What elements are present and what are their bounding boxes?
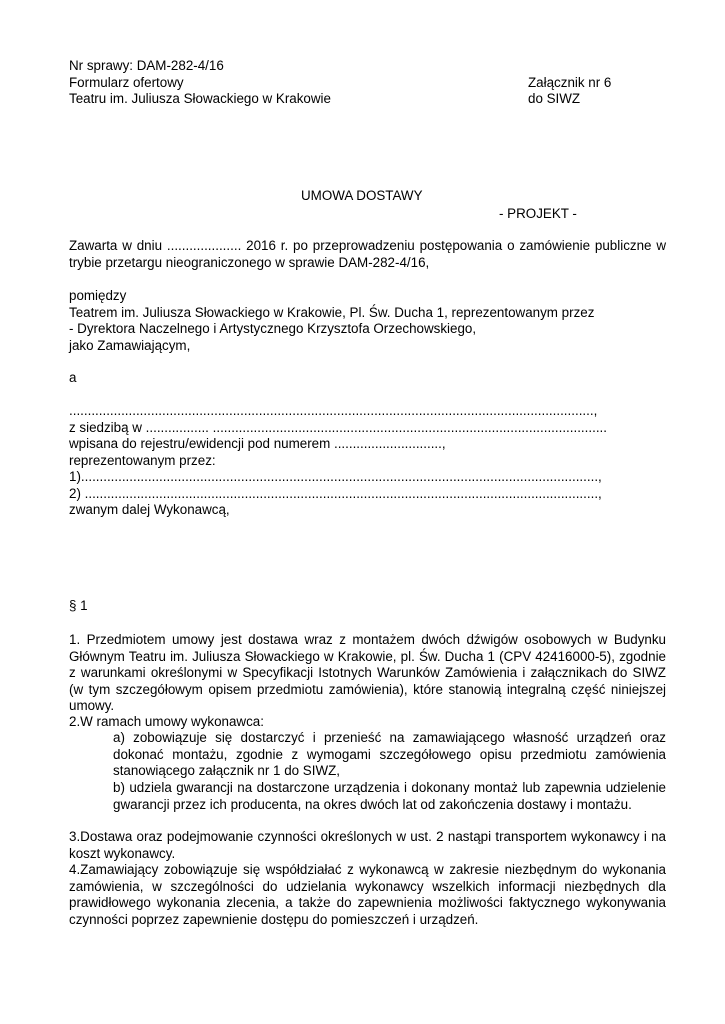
clause-2a: a) zobowiązuje się dostarczyć i przenieść na zamawiającego własność urządzeń oraz dokonać montażu, zgodnie z wymogami szczegółowego opisu przedmiotu zamówienia stanowiącego załącznik nr 1 do SIWZ, (113, 730, 666, 778)
and-label: a (69, 370, 77, 385)
form-title: Formularz ofertowy (69, 75, 184, 90)
buyer-line: Teatrem im. Juliusza Słowackiego w Krakowie, Pl. Św. Ducha 1, reprezentowanym przez (69, 304, 595, 320)
clause-3: 3.Dostawa oraz podejmowanie czynności określonych w ust. 2 nastąpi transportem wykonawcy i na koszt wykonawcy. (69, 829, 666, 861)
clause-1: 1. Przedmiotem umowy jest dostawa wraz z montażem dwóch dźwigów osobowych w Budynku Głównym Teatru im. Juliusza Słowackiego w Krakowie, pl. Św. Ducha 1 (CPV 42416000-5), zgodnie z warunkami określonymi w Specyfikacji Istotnych Warunków Zamówienia i załącznikach do SIWZ (w tym szczegółowym opisem przedmiotu zamówienia), które stanowią integralną część niniejszej umowy. (69, 632, 666, 713)
clause-2b: b) udziela gwarancji na dostarczone urządzenia i dokonany montaż lub zapewnia udzielenie gwarancji przez ich producenta, na okres dwóch lat od zakończenia dostawy i montażu. (113, 780, 666, 812)
case-number: Nr sprawy: DAM-282-4/16 (69, 58, 224, 73)
intro-paragraph: Zawarta w dniu .................... 2016 r. po przeprowadzeniu postępowania o zamówienie publiczne w trybie przetargu nieograniczonego w sprawie DAM-282-4/16, (69, 238, 666, 270)
contractor-represented-label: reprezentowanym przez: (69, 452, 216, 468)
siwz-label: do SIWZ (528, 91, 581, 106)
project-label: - PROJEKT - (499, 206, 577, 221)
contractor-fill-block (69, 403, 666, 519)
buyer-role: jako Zamawiającym, (69, 337, 191, 353)
clause-4: 4.Zamawiający zobowiązuje się współdziałać z wykonawcą w zakresie niezbędnym do wykonania zamówienia, w szczególności do udzielania wykonawcy wszelkich informacji niezbędnych dla prawidłowego wykonania zlecenia, a także do zapewnienia możliwości faktycznego wykonywania czynności poprzez zapewnienie dostępu do pomieszczeń i urządzeń. (69, 862, 666, 927)
director-line: - Dyrektora Naczelnego i Artystycznego Krzysztofa Orzechowskiego, (69, 321, 477, 336)
clause-2-intro: 2.W ramach umowy wykonawca: (69, 714, 264, 729)
contractor-name-blank: ............................................................................................................................................., (69, 403, 598, 418)
contractor-seat-blank: z siedzibą w ................. .......................................................................................................... (69, 419, 607, 435)
section-heading: § 1 (69, 598, 88, 613)
attachment-label: Załącznik nr 6 (528, 75, 612, 90)
contractor-role: zwanym dalej Wykonawcą, (69, 502, 230, 517)
parties-block (69, 288, 666, 354)
between-label: pomiędzy (69, 288, 127, 303)
contractor-rep2-blank: 2) .........................................................................................................................................., (69, 485, 602, 501)
contractor-rep1-blank: 1)..........................................................................................................................................., (69, 469, 602, 484)
contractor-register-blank: wpisana do rejestru/ewidencji pod numerem ............................., (69, 436, 446, 451)
theatre-name: Teatru im. Juliusza Słowackiego w Krakowie (69, 91, 331, 106)
contract-title: UMOWA DOSTAWY (301, 188, 423, 203)
